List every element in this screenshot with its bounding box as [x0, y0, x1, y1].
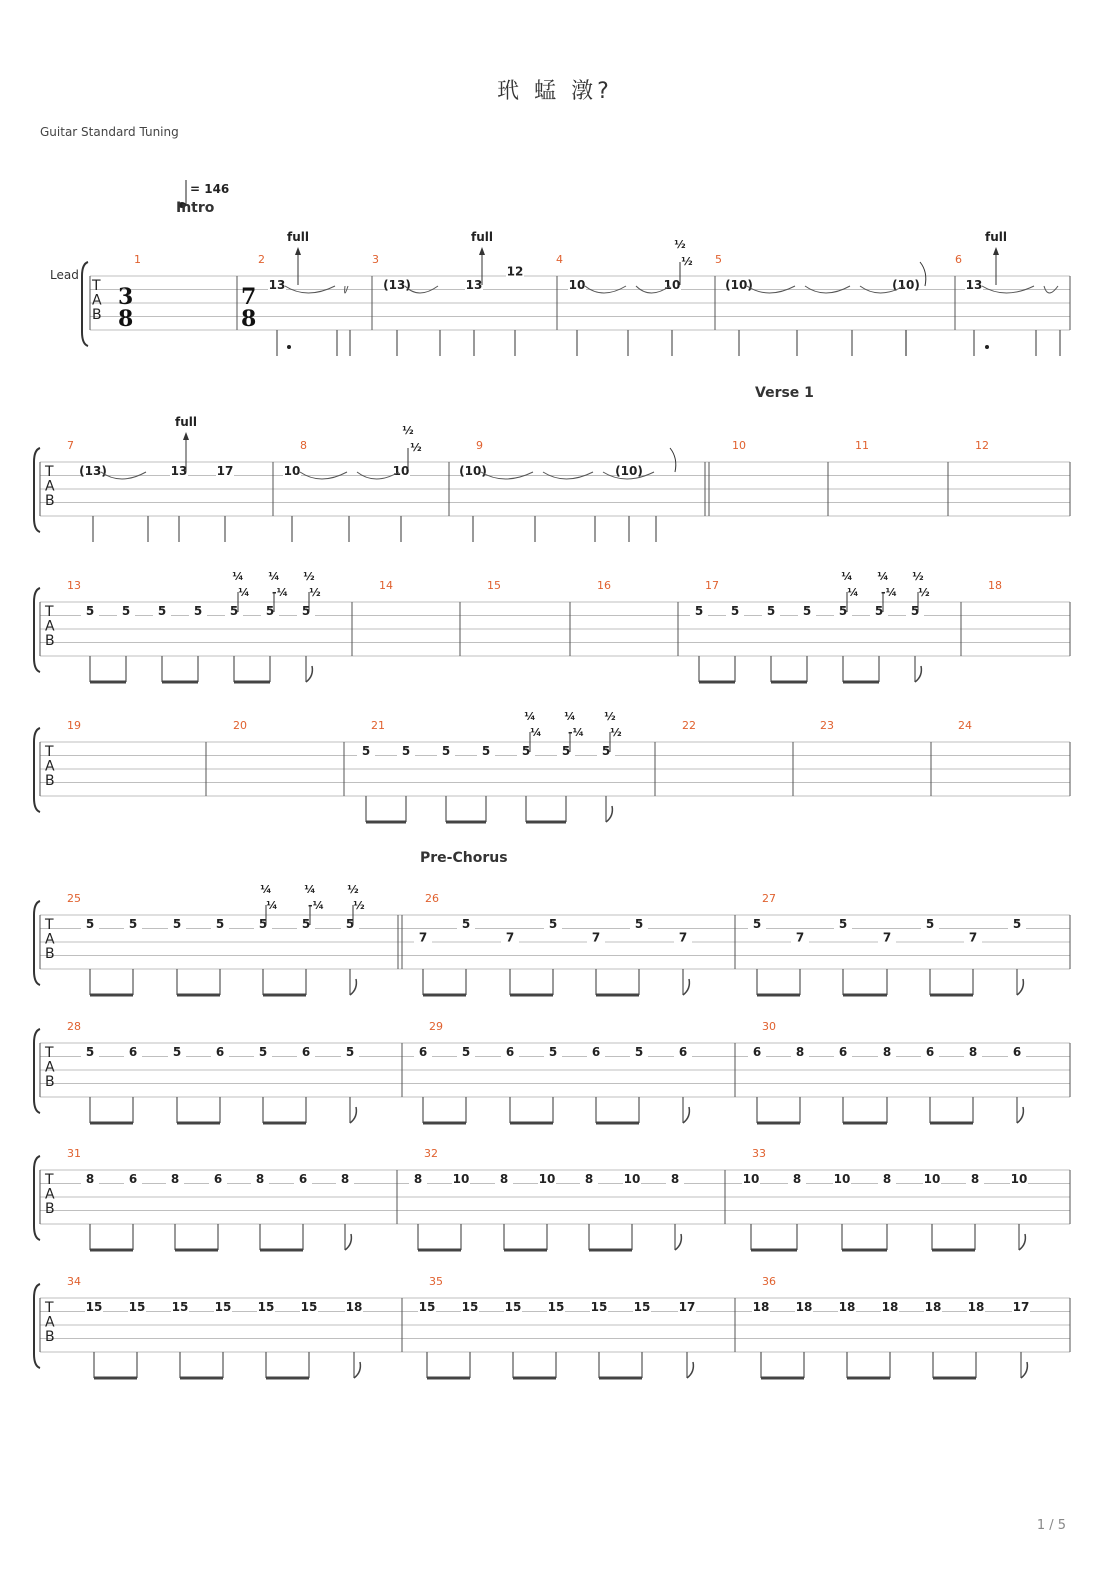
section-label: Pre-Chorus: [420, 850, 508, 866]
bend-half-label: ½: [402, 424, 414, 437]
measure-number: 24: [958, 719, 972, 732]
fret-number: (10): [615, 464, 643, 478]
note-flag: [350, 1107, 356, 1123]
tab-clef-letter: A: [45, 618, 55, 635]
fret-number: 13: [965, 278, 983, 292]
bend-full-arrowhead: [183, 432, 189, 440]
bend-label: ¼: [530, 726, 542, 739]
system-bracket: [34, 448, 40, 532]
release-arrow: [920, 262, 926, 286]
bend-label: ¼: [841, 570, 853, 583]
measure-number: 10: [732, 439, 746, 452]
measure-number: 27: [762, 892, 776, 905]
fret-number: 5: [85, 1045, 95, 1059]
fret-number: 10: [923, 1172, 941, 1186]
fret-number: 5: [172, 917, 182, 931]
tempo-marking: = 146: [190, 182, 230, 196]
note-flag: [350, 979, 356, 995]
tab-clef-letter: T: [45, 744, 54, 760]
fret-number: 7: [968, 930, 978, 945]
fret-number: 5: [461, 917, 471, 931]
measure-number: 30: [762, 1020, 776, 1033]
fret-number: 6: [752, 1045, 762, 1059]
fret-number: 7: [882, 930, 892, 945]
fret-number: 7: [505, 930, 515, 945]
tab-clef-letter: A: [45, 1314, 55, 1331]
fret-number: 5: [521, 744, 531, 758]
measure-number: 16: [597, 579, 611, 592]
measure-number: 36: [762, 1275, 776, 1288]
system-bracket: [34, 728, 40, 812]
dotted-note: [287, 345, 291, 349]
bend-label: ¼: [268, 570, 280, 583]
note-flag: [687, 1362, 693, 1378]
fret-number: 15: [590, 1300, 608, 1314]
tab-clef-letter: T: [45, 1300, 54, 1316]
fret-number: 6: [128, 1172, 138, 1186]
fret-number: (10): [892, 278, 920, 292]
note-flag: [354, 1362, 360, 1378]
fret-number: 10: [283, 464, 301, 478]
tab-clef-letter: A: [45, 1186, 55, 1203]
fret-number: 6: [591, 1045, 601, 1059]
fret-number: 6: [301, 1045, 311, 1059]
time-signature-numerator: 3: [118, 284, 134, 310]
fret-number: 18: [967, 1300, 985, 1314]
fret-number: 5: [345, 917, 355, 931]
note-flag: [306, 666, 312, 682]
fret-number: 7: [418, 930, 428, 945]
measure-number: 12: [975, 439, 989, 452]
fret-number: 10: [663, 278, 681, 292]
measure-number: 4: [556, 253, 563, 266]
fret-number: 15: [214, 1300, 232, 1314]
fret-number: 17: [678, 1300, 696, 1314]
fret-number: 5: [215, 917, 225, 931]
fret-number: 5: [925, 917, 935, 931]
tab-clef-letter: B: [45, 773, 55, 789]
measure-number: 8: [300, 439, 307, 452]
tab-clef-letter: T: [45, 464, 54, 480]
fret-number: (13): [79, 464, 107, 478]
tab-clef-letter: T: [45, 917, 54, 933]
measure-number: 29: [429, 1020, 443, 1033]
fret-number: 5: [301, 917, 311, 931]
fret-number: 5: [874, 604, 884, 618]
fret-number: 5: [730, 604, 740, 618]
measure-number: 21: [371, 719, 385, 732]
tab-clef-letter: B: [45, 1329, 55, 1345]
note-flag: [1017, 979, 1023, 995]
fret-number: 5: [172, 1045, 182, 1059]
fret-number: 8: [670, 1172, 680, 1186]
fret-number: 6: [298, 1172, 308, 1186]
fret-number: 8: [170, 1172, 180, 1186]
bend-label: ¼: [238, 586, 250, 599]
fret-number: 13: [465, 278, 483, 292]
bend-label: ½: [353, 899, 365, 912]
fret-number: 8: [499, 1172, 509, 1186]
fret-number: 5: [121, 604, 131, 618]
fret-number: 5: [752, 917, 762, 931]
fret-number: 8: [340, 1172, 350, 1186]
fret-number: 15: [461, 1300, 479, 1314]
fret-number: 5: [838, 604, 848, 618]
fret-number: 5: [401, 744, 411, 758]
fret-number: 15: [257, 1300, 275, 1314]
measure-number: 15: [487, 579, 501, 592]
fret-number: (13): [383, 278, 411, 292]
fret-number: 12: [506, 264, 524, 279]
fret-number: 7: [591, 930, 601, 945]
fret-number: 5: [258, 1045, 268, 1059]
fret-number: 6: [678, 1045, 688, 1059]
measure-number: 7: [67, 439, 74, 452]
measure-number: 23: [820, 719, 834, 732]
system-bracket: [82, 262, 88, 346]
measure-number: 28: [67, 1020, 81, 1033]
fret-number: 10: [538, 1172, 556, 1186]
track-label: Lead: [50, 268, 79, 282]
bend-label: ½: [912, 570, 924, 583]
fret-number: 5: [766, 604, 776, 618]
fret-number: 18: [881, 1300, 899, 1314]
note-flag: [345, 1234, 351, 1250]
bend-full-arrowhead: [479, 247, 485, 255]
fret-number: 17: [216, 464, 234, 478]
tab-clef-letter: B: [45, 493, 55, 509]
measure-number: 34: [67, 1275, 81, 1288]
bend-label: ¼: [260, 883, 272, 896]
fret-number: 17: [1012, 1300, 1030, 1314]
fret-number: 6: [505, 1045, 515, 1059]
fret-number: 15: [547, 1300, 565, 1314]
bend-label: ½: [610, 726, 622, 739]
fret-number: 18: [838, 1300, 856, 1314]
fret-number: 10: [392, 464, 410, 478]
fret-number: 15: [85, 1300, 103, 1314]
fret-number: 5: [694, 604, 704, 618]
tab-clef-letter: A: [92, 292, 102, 309]
fret-number: 5: [229, 604, 239, 618]
fret-number: 5: [258, 917, 268, 931]
measure-number: 20: [233, 719, 247, 732]
tab-clef-letter: T: [45, 604, 54, 620]
release-arrow: [670, 448, 676, 472]
fret-number: (10): [459, 464, 487, 478]
system-bracket: [34, 1284, 40, 1368]
bend-label: -¼: [568, 726, 584, 739]
note-flag: [606, 806, 612, 822]
fret-number: 8: [792, 1172, 802, 1186]
fret-number: 5: [910, 604, 920, 618]
fret-number: 5: [441, 744, 451, 758]
fret-number: 15: [300, 1300, 318, 1314]
measure-number: 13: [67, 579, 81, 592]
fret-number: 5: [561, 744, 571, 758]
fret-number: 6: [1012, 1045, 1022, 1059]
fret-number: 15: [171, 1300, 189, 1314]
fret-number: 5: [601, 744, 611, 758]
fret-number: 6: [838, 1045, 848, 1059]
bend-label: -¼: [272, 586, 288, 599]
bend-label: -¼: [308, 899, 324, 912]
fret-number: 5: [481, 744, 491, 758]
tab-clef-letter: A: [45, 931, 55, 948]
fret-number: 5: [157, 604, 167, 618]
bend-label: ½: [347, 883, 359, 896]
note-flag: [1021, 1362, 1027, 1378]
fret-number: 8: [970, 1172, 980, 1186]
fret-number: 18: [345, 1300, 363, 1314]
measure-number: 25: [67, 892, 81, 905]
bend-label: ½: [303, 570, 315, 583]
fret-number: 5: [85, 604, 95, 618]
fret-number: 5: [193, 604, 203, 618]
fret-number: 5: [461, 1045, 471, 1059]
bend-full-label: full: [471, 230, 493, 244]
measure-number: 1: [134, 253, 141, 266]
fret-number: 18: [795, 1300, 813, 1314]
system-bracket: [34, 1156, 40, 1240]
fret-number: 8: [795, 1045, 805, 1059]
time-signature-numerator: 7: [241, 284, 257, 310]
page-number: 1 / 5: [1036, 1518, 1066, 1533]
fret-number: 5: [548, 917, 558, 931]
note-flag: [1017, 1107, 1023, 1123]
fret-number: (10): [725, 278, 753, 292]
tab-clef-letter: B: [45, 1074, 55, 1090]
tab-clef-letter: B: [45, 633, 55, 649]
tuning-label: Guitar Standard Tuning: [40, 125, 179, 139]
measure-number: 32: [424, 1147, 438, 1160]
bend-half-label: ½: [681, 255, 693, 268]
bend-full-label: full: [287, 230, 309, 244]
bend-full-label: full: [175, 415, 197, 429]
time-signature-denominator: 8: [241, 306, 257, 332]
fret-number: 5: [265, 604, 275, 618]
fret-number: 5: [85, 917, 95, 931]
bend-label: ¼: [232, 570, 244, 583]
measure-number: 9: [476, 439, 483, 452]
note-flag: [675, 1234, 681, 1250]
bend-label: -¼: [881, 586, 897, 599]
measure-number: 33: [752, 1147, 766, 1160]
fret-number: 6: [213, 1172, 223, 1186]
fret-number: 5: [634, 1045, 644, 1059]
note-flag: [1019, 1234, 1025, 1250]
fret-number: 5: [838, 917, 848, 931]
fret-number: 15: [418, 1300, 436, 1314]
measure-number: 26: [425, 892, 439, 905]
fret-number: 10: [742, 1172, 760, 1186]
fret-number: 6: [418, 1045, 428, 1059]
tab-clef-letter: B: [45, 946, 55, 962]
fret-number: 15: [128, 1300, 146, 1314]
measure-number: 35: [429, 1275, 443, 1288]
measure-number: 14: [379, 579, 393, 592]
bend-label: ¼: [524, 710, 536, 723]
system-bracket: [34, 1029, 40, 1113]
fret-number: 10: [833, 1172, 851, 1186]
fret-number: 10: [452, 1172, 470, 1186]
measure-number: 22: [682, 719, 696, 732]
bend-full-arrowhead: [993, 247, 999, 255]
note-flag: [683, 1107, 689, 1123]
bend-label: ½: [309, 586, 321, 599]
bend-half-label: ½: [410, 441, 422, 454]
measure-number: 19: [67, 719, 81, 732]
tab-clef-letter: A: [45, 478, 55, 495]
measure-number: 31: [67, 1147, 81, 1160]
bend-half-label: ½: [674, 238, 686, 251]
fret-number: 13: [170, 464, 188, 478]
fret-number: 8: [85, 1172, 95, 1186]
fret-number: 5: [361, 744, 371, 758]
tab-clef-letter: B: [92, 307, 102, 323]
measure-number: 5: [715, 253, 722, 266]
fret-number: 8: [413, 1172, 423, 1186]
fret-number: 8: [255, 1172, 265, 1186]
bend-label: ½: [604, 710, 616, 723]
measure-number: 3: [372, 253, 379, 266]
fret-number: 5: [345, 1045, 355, 1059]
fret-number: 8: [882, 1045, 892, 1059]
fret-number: 8: [584, 1172, 594, 1186]
measure-number: 6: [955, 253, 962, 266]
tab-clef-letter: A: [45, 758, 55, 775]
tab-clef-letter: T: [45, 1045, 54, 1061]
bend-full-label: full: [985, 230, 1007, 244]
section-label: Verse 1: [755, 385, 814, 401]
fret-number: 8: [882, 1172, 892, 1186]
fret-number: 10: [1010, 1172, 1028, 1186]
fret-number: 7: [795, 930, 805, 945]
song-title: 玳 蜢 潡?: [497, 79, 613, 104]
fret-number: 5: [128, 917, 138, 931]
fret-number: 6: [925, 1045, 935, 1059]
fret-number: 18: [924, 1300, 942, 1314]
fret-number: 5: [802, 604, 812, 618]
tab-clef-letter: T: [92, 278, 101, 294]
time-signature-denominator: 8: [118, 306, 134, 332]
bend-label: ¼: [304, 883, 316, 896]
measure-number: 18: [988, 579, 1002, 592]
measure-number: 17: [705, 579, 719, 592]
fret-number: 15: [504, 1300, 522, 1314]
bend-label: ½: [918, 586, 930, 599]
fret-number: 5: [1012, 917, 1022, 931]
fret-number: 15: [633, 1300, 651, 1314]
fret-number: 7: [678, 930, 688, 945]
fret-number: 5: [548, 1045, 558, 1059]
system-bracket: [34, 588, 40, 672]
dotted-note: [985, 345, 989, 349]
tab-clef-letter: B: [45, 1201, 55, 1217]
fret-number: 10: [623, 1172, 641, 1186]
measure-number: 11: [855, 439, 869, 452]
bend-label: ¼: [266, 899, 278, 912]
system-bracket: [34, 901, 40, 985]
fret-number: 8: [968, 1045, 978, 1059]
fret-number: 5: [301, 604, 311, 618]
bend-label: ¼: [877, 570, 889, 583]
fret-number: 5: [634, 917, 644, 931]
tab-clef-letter: T: [45, 1172, 54, 1188]
bend-label: ¼: [564, 710, 576, 723]
measure-number: 2: [258, 253, 265, 266]
fret-number: 10: [568, 278, 586, 292]
fret-number: 6: [128, 1045, 138, 1059]
fret-number: 13: [268, 278, 286, 292]
fret-number: 18: [752, 1300, 770, 1314]
note-flag: [683, 979, 689, 995]
fret-number: 6: [215, 1045, 225, 1059]
tab-clef-letter: A: [45, 1059, 55, 1076]
bend-full-arrowhead: [295, 247, 301, 255]
bend-label: ¼: [847, 586, 859, 599]
note-flag: [915, 666, 921, 682]
section-label: Intro: [176, 200, 215, 216]
